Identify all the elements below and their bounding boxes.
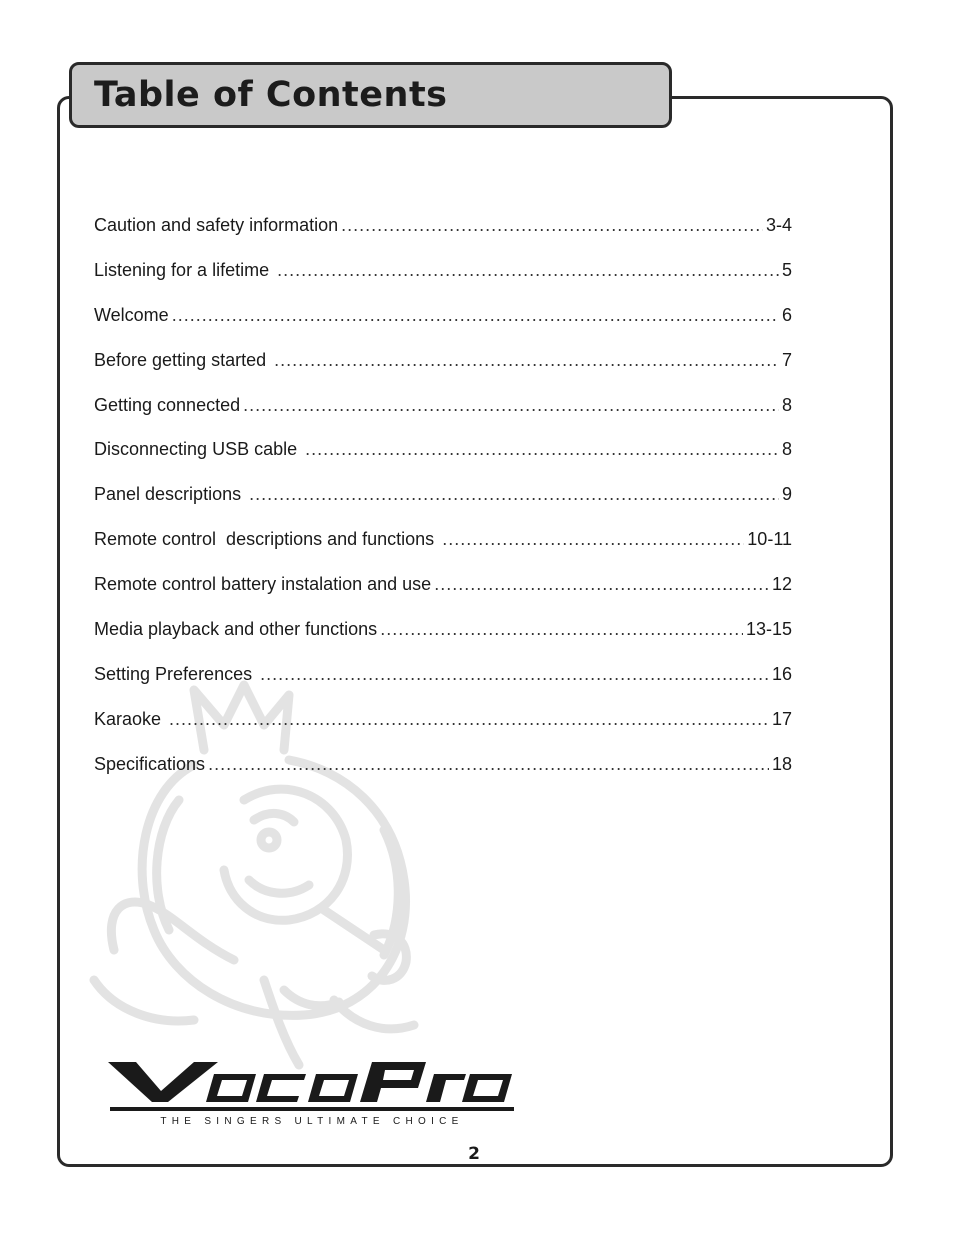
toc-entry-title: Caution and safety information [94,215,339,235]
toc-entry-page: 18 [771,753,792,774]
toc-dot-leader [208,754,769,775]
toc-entry-page: 17 [771,708,792,729]
toc-entry-page: 6 [781,304,792,325]
toc-entry[interactable] [94,574,792,619]
toc-entry-page: 10-11 [747,529,792,550]
toc-entry[interactable] [94,484,792,529]
toc-entry-page: 12 [771,574,792,595]
toc-entry[interactable] [94,260,792,305]
toc-entry-page: 16 [771,663,792,684]
toc-entry-title: Specifications [94,753,206,774]
vocopro-logo [106,1058,516,1128]
toc-entry-title: Before getting started [94,349,272,370]
toc-entry[interactable] [94,305,792,350]
toc-dot-leader [169,709,769,730]
toc-dot-leader [380,619,743,640]
toc-entry[interactable] [94,754,792,799]
toc-entry[interactable] [94,664,792,709]
toc-entry[interactable] [94,709,792,754]
toc-entry-title: Karaoke [94,708,167,729]
toc-entry-title: Panel descriptions [94,484,247,505]
table-of-contents [94,215,792,799]
toc-entry-title: Listening for a lifetime [94,259,275,280]
toc-dot-leader [341,215,763,236]
toc-entry[interactable] [94,529,792,574]
toc-entry[interactable] [94,215,792,260]
toc-dot-leader [260,664,769,685]
toc-entry[interactable] [94,439,792,484]
toc-entry-page: 9 [781,484,792,505]
toc-entry-title: Disconnecting USB cable [94,439,303,460]
page-number: 2 [468,1144,480,1164]
toc-dot-leader [434,574,769,595]
toc-dot-leader [274,350,779,371]
title-tab [69,62,672,128]
toc-entry-title: Remote control descriptions and functions [94,529,440,550]
toc-dot-leader [243,395,779,416]
toc-entry-page: 5 [781,259,792,280]
vocopro-wordmark-icon [108,1062,514,1111]
toc-entry[interactable] [94,619,792,664]
toc-dot-leader [172,305,779,326]
toc-entry[interactable] [94,350,792,395]
toc-dot-leader [277,260,779,281]
toc-entry-title: Remote control battery instalation and use [94,574,432,595]
toc-dot-leader [442,529,744,550]
toc-entry-page: 8 [781,394,792,415]
toc-entry-title: Welcome [94,304,169,325]
toc-entry-title: Media playback and other functions [94,619,378,640]
toc-dot-leader [305,439,779,460]
toc-entry-page: 8 [781,439,792,460]
toc-entry-page: 7 [781,349,792,370]
toc-dot-leader [249,484,779,505]
page-title: Table of Contents [94,75,448,115]
logo-tagline: THE SINGERS ULTIMATE CHOICE [160,1116,464,1127]
toc-entry-title: Setting Preferences [94,663,258,684]
toc-entry-title: Getting connected [94,394,241,415]
toc-entry[interactable] [94,395,792,440]
toc-entry-page: 3-4 [765,215,792,235]
toc-entry-page: 13-15 [745,619,792,640]
